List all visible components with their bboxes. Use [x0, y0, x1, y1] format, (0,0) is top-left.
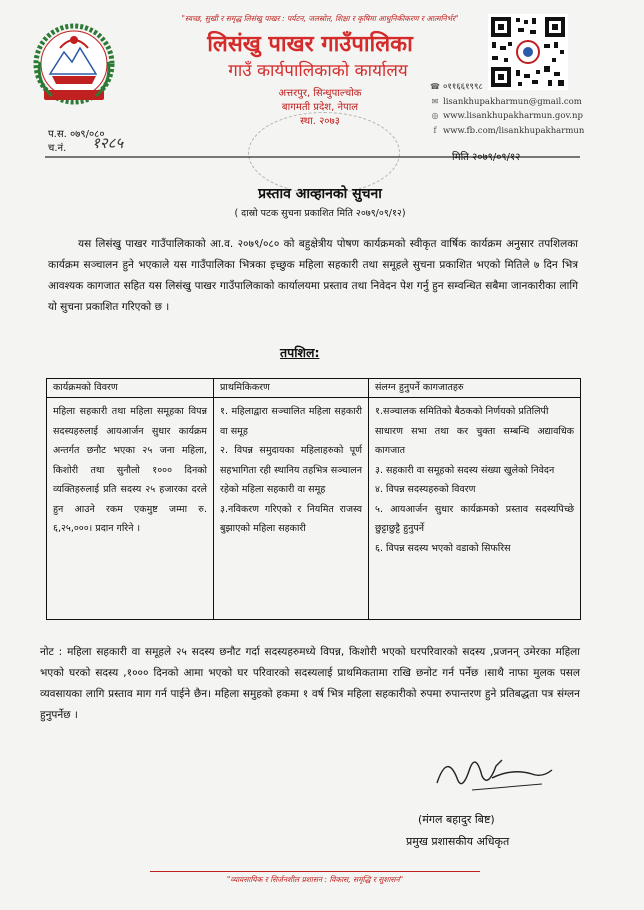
address-line: अत्तरपुर, सिन्धुपाल्चोक — [278, 88, 362, 99]
list-item: ३.नविकरण गरिएको र नियमित राजस्व बुझाएको महिला सहकारी — [220, 503, 362, 534]
email-icon: ✉ — [431, 96, 439, 106]
footer-motto: "व्यावसायिक र सिर्जनशील प्रशासन : विकास, समृद्धि र सुशासन" — [226, 875, 404, 884]
table-cell: महिला सहकारी तथा महिला समूहका विपन्न सदस्यहरुलाई आयआर्जन सुधार कार्यक्रम अन्तर्गत छनौट भएका २५ जना महिला, किशोरी तथा सुनौलो १००० दिनको व्यक्तिहरुलाई प्रति सदस्य २५ हजारका दरले हुन आउने रकम एकमुष्ट जम्मा रु. ६,२५,०००। प्रदान गरिने । — [53, 406, 207, 534]
signatory-name: (मंगल बहादुर बिष्ट) — [418, 813, 495, 826]
reference-number: प.स. ०७९/०८० — [48, 129, 105, 140]
contact-email[interactable]: ✉ lisankhupakharmun@gmail.com — [430, 95, 584, 110]
signature — [432, 748, 562, 798]
list-item: ४. विपन्न सदस्यहरुको विवरण — [375, 484, 476, 495]
table-column-program — [47, 379, 213, 619]
signatory-title: प्रमुख प्रशासकीय अधिकृत — [406, 835, 510, 848]
list-item: १. महिलाद्वारा सञ्चालित महिला सहकारी वा समूह — [220, 406, 362, 437]
qr-code-icon — [488, 14, 568, 90]
contact-phone: ☎ ०११६६१९९८ — [430, 80, 584, 95]
list-item: ६. विपन्न सदस्य भएको वडाको सिफरिस — [375, 542, 511, 554]
globe-icon: ◎ — [431, 111, 439, 120]
list-item: ३. सहकारी वा समूहको सदस्य संख्या खुलेको निवेदन — [375, 464, 555, 476]
list-item: २. विपन्न समुदायका महिलाहरुको पूर्ण सहभागिता रही स्थानिय तहभित्र सञ्चालन रहेको महिला सहकारी वा समूह — [220, 445, 362, 495]
office-stamp — [248, 112, 400, 194]
established-line: स्था. २०७३ — [300, 116, 340, 127]
municipality-title: लिसंखु पाखर गाउँपालिका — [207, 32, 413, 57]
table-column-priority — [213, 379, 368, 619]
province-line: बागमती प्रदेश, नेपाल — [281, 102, 359, 113]
table-column-documents — [368, 379, 580, 619]
notice-subheading: ( दास्रो पटक सुचना प्रकाशित मिति २०७९/०९/१२) — [234, 208, 406, 219]
note-paragraph: नोट : महिला सहकारी वा समूहले २५ सदस्य छनौट गर्दा सदस्यहरुमध्ये विपन्न, किशोरी भएको घरपरिवारको सदस्य ,प्रजनन् उमेरका महिला भएको घरको सदस्य ,१००० दिनको आमा भएको घर परिवारको सदस्यलाई प्राथमिकतामा राखि छनोट गर्न पर्नेछ ।साथै नाफा मुलक पसल व्यवसायका लागि प्रस्ताव माग गर्न पाईने छैन। महिला समुहको हकमा १ वर्ष भित्र महिला सहकारीको रुपमा रुपान्तरण हुने प्रतिबद्धता पत्र संग्लन हुनुपर्नेछ । — [40, 646, 580, 721]
contact-block — [430, 80, 584, 138]
office-title: गाउँ कार्यपालिकाको कार्यालय — [228, 61, 408, 81]
contact-website[interactable]: ◎ www.lisankhupakharmun.gov.np — [430, 109, 584, 124]
footer-divider — [150, 871, 480, 872]
details-label: तपशिल: — [280, 345, 320, 360]
table-cell — [369, 398, 580, 562]
notice-heading: प्रस्ताव आव्हानको सुचना — [258, 186, 382, 202]
details-table — [46, 378, 581, 620]
facebook-icon: f — [433, 125, 437, 135]
phone-icon: ☎ — [430, 82, 440, 91]
table-header: संलग्न हुनुपर्ने कागजातहरु — [369, 379, 580, 398]
table-header: कार्यक्रमको विवरण — [47, 379, 213, 398]
list-item: १.सञ्चालक समितिको बैठकको निर्णयको प्रतिलिपी — [375, 406, 549, 417]
table-cell — [214, 398, 368, 543]
list-item: ५. आयआर्जन सुधार कार्यक्रमको प्रस्ताव सदस्यपिच्छे छुट्टाछुट्टै हुनुपर्ने — [375, 503, 574, 534]
table-header: प्राथमिकिकरण — [214, 379, 368, 398]
dispatch-number: १२८५ — [92, 134, 124, 152]
government-emblem — [30, 22, 118, 108]
notice-paragraph: यस लिसंखु पाखर गाउँपालिकाको आ.व. २०७९/०८० को बहुक्षेत्रीय पोषण कार्यक्रमको स्वीकृत वार्षिक कार्यक्रम अनुसार तपशिलका कार्यक्रम सञ्चालन हुने भएकाले यस गाउँपालिका भित्रका इच्छुक महिला सहकारी तथा समूहले सुचना प्रकाशित भएको मितिले ७ दिन भित्र आवश्यक कागजात सहित यस लिसंखु पाखर गाउँपालिकाको कार्यालयमा प्रस्ताव तथा निवेदन पेश गर्नु हुन सम्वन्धित सबैमा जानकारीका लागि यो सुचना प्रकाशित गरिएको छ । — [48, 238, 578, 313]
list-item: साधारण सभा तथा कर चुक्ता सम्बन्धि अद्यावधिक कागजात — [375, 425, 574, 456]
contact-facebook[interactable]: f www.fb.com/lisankhupakharmun — [430, 124, 584, 139]
issue-date: मिति २०७९/०९/१२ — [452, 152, 521, 163]
header-motto: "स्वच्छ, सुखी र समृद्ध लिसंखु पाखर : पर्यटन, जलस्रोत, शिक्षा र कृषिमा आधुनिकीकरण र आत्मनिर्भर" — [181, 14, 459, 23]
dispatch-label: च.नं. — [48, 143, 67, 154]
